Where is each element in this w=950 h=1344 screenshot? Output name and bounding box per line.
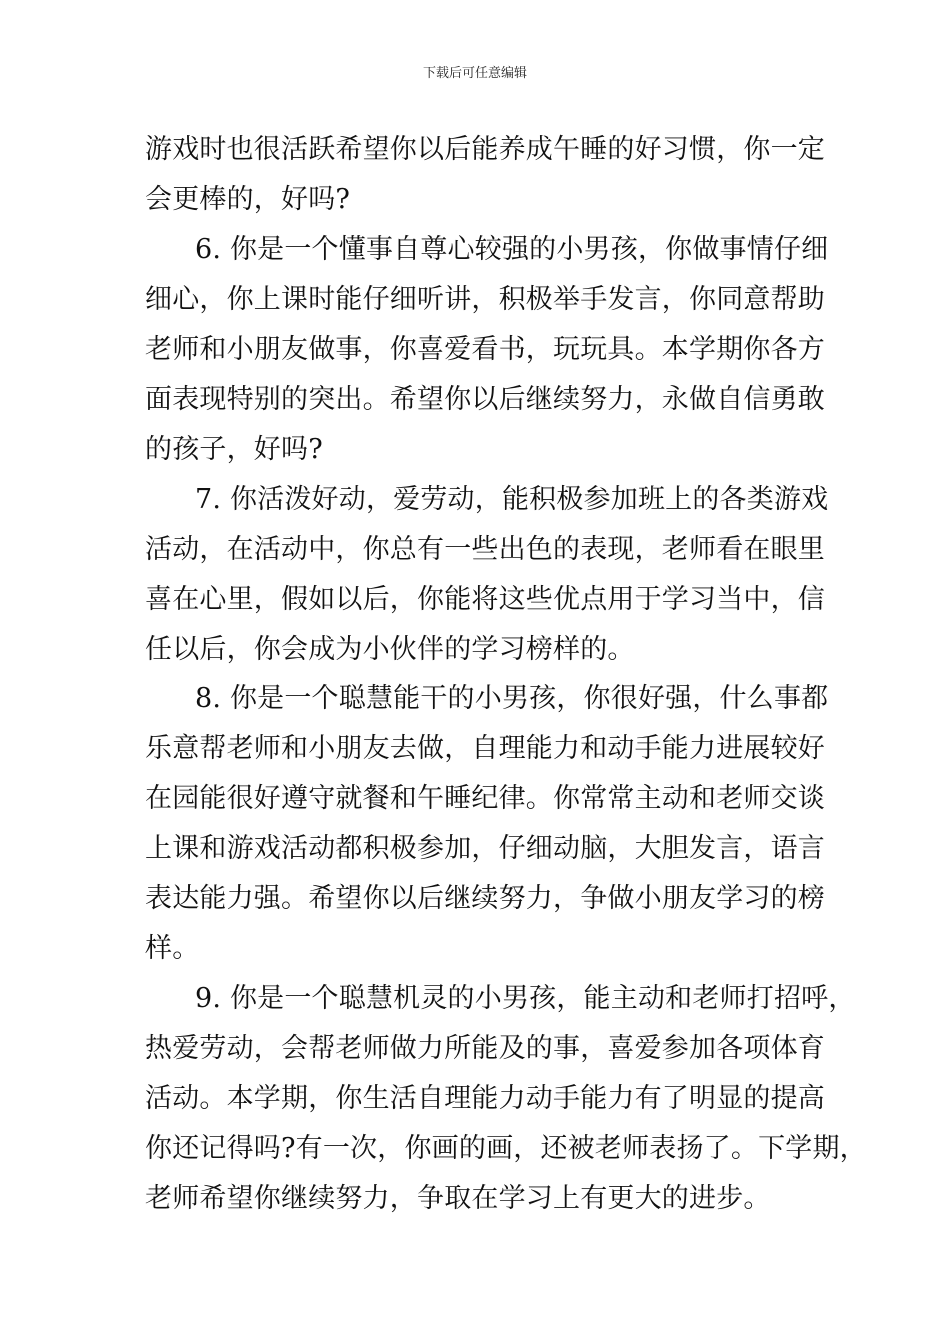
text-line: 活动，在活动中，你总有一些出色的表现，老师看在眼里 bbox=[145, 534, 825, 565]
text-line: 乐意帮老师和小朋友去做，自理能力和动手能力进展较好 bbox=[145, 733, 825, 764]
text-line: 游戏时也很活跃希望你以后能养成午睡的好习惯，你一定 bbox=[145, 134, 825, 165]
item-7-first-line: 7. 你活泼好动，爱劳动，能积极参加班上的各类游戏 bbox=[195, 484, 829, 515]
item-6-first-line: 6. 你是一个懂事自尊心较强的小男孩，你做事情仔细 bbox=[195, 234, 829, 265]
text-line: 会更棒的，好吗? bbox=[145, 184, 351, 215]
text-line: 老师希望你继续努力，争取在学习上有更大的进步。 bbox=[145, 1183, 771, 1214]
item-9-first-line: 9. 你是一个聪慧机灵的小男孩，能主动和老师打招呼， bbox=[195, 983, 856, 1014]
text-line: 在园能很好遵守就餐和午睡纪律。你常常主动和老师交谈 bbox=[145, 783, 825, 814]
text-line: 活动。本学期，你生活自理能力动手能力有了明显的提高 bbox=[145, 1083, 825, 1114]
text-line: 面表现特别的突出。希望你以后继续努力，永做自信勇敢 bbox=[145, 384, 825, 415]
text-line: 老师和小朋友做事，你喜爱看书，玩玩具。本学期你各方 bbox=[145, 334, 825, 365]
text-line: 样。 bbox=[145, 933, 200, 964]
text-line: 表达能力强。希望你以后继续努力，争做小朋友学习的榜 bbox=[145, 883, 825, 914]
text-line: 你还记得吗?有一次，你画的画，还被老师表扬了。下学期， bbox=[145, 1133, 867, 1164]
page-header: 下载后可任意编辑 bbox=[422, 66, 527, 81]
text-line: 细心，你上课时能仔细听讲，积极举手发言，你同意帮助 bbox=[145, 284, 825, 315]
text-line: 喜在心里，假如以后，你能将这些优点用于学习当中，信 bbox=[145, 584, 825, 615]
item-8-first-line: 8. 你是一个聪慧能干的小男孩，你很好强，什么事都 bbox=[195, 683, 829, 714]
text-line: 的孩子，好吗? bbox=[145, 434, 323, 465]
text-line: 任以后，你会成为小伙伴的学习榜样的。 bbox=[145, 634, 635, 665]
text-line: 上课和游戏活动都积极参加，仔细动脑，大胆发言，语言 bbox=[145, 833, 825, 864]
text-line: 热爱劳动，会帮老师做力所能及的事，喜爱参加各项体育 bbox=[145, 1033, 825, 1064]
